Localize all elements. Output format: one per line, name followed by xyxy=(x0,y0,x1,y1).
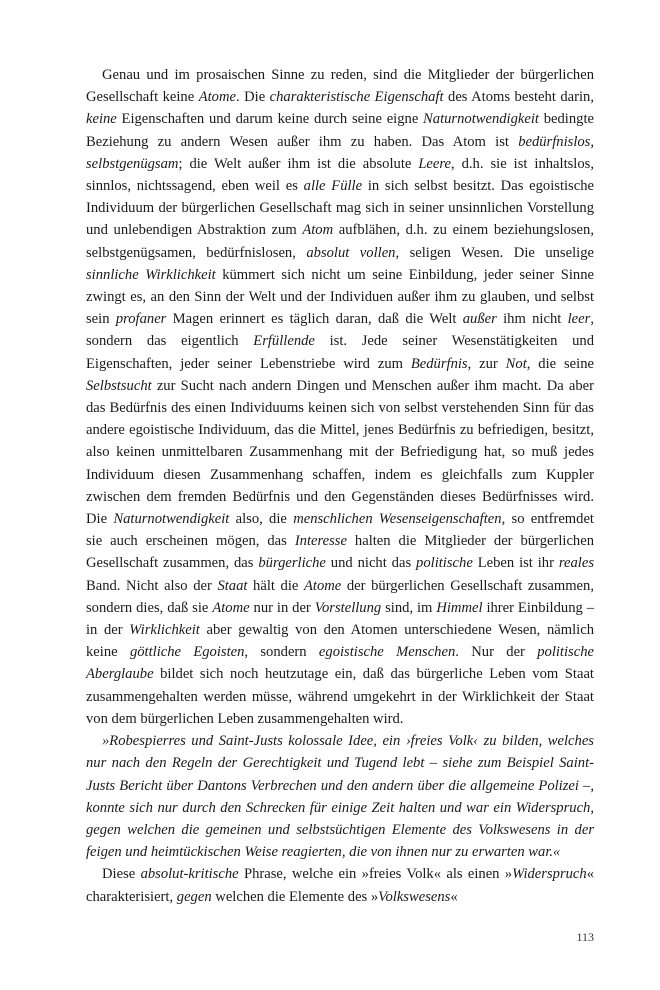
emphasized-text: Widerspruch xyxy=(512,866,587,883)
text-run: in sich selbst besitzt. Das egoistische Individuum der bürgerlichen Gesellschaft mag sich in seiner unsinnlichen Vorstellung und unlebendigen Abstraktion zum xyxy=(86,178,594,239)
text-run: , seligen Wesen. Die unselige xyxy=(395,244,594,261)
emphasized-text: keine xyxy=(86,111,117,128)
emphasized-text: Atome xyxy=(303,577,342,594)
emphasized-text: Volkswesens xyxy=(378,888,451,905)
text-run: . Die xyxy=(235,89,270,106)
body-paragraph-1 xyxy=(86,64,594,730)
text-run: . Nur der xyxy=(455,644,538,661)
body-text xyxy=(86,64,594,908)
text-run: « xyxy=(450,888,458,905)
text-run: des Atoms besteht darin, xyxy=(443,89,594,106)
text-run: Genau und im prosaischen Sinne zu reden, sind die Mitglieder der bürgerlichen Gesellschaft keine xyxy=(86,67,594,106)
text-run: der bürgerlichen Gesellschaft zusammen, sondern dies, daß sie xyxy=(86,577,594,616)
text-run: halten die Mitglieder der bürgerlichen Gesellschaft zusammen, das xyxy=(86,533,594,572)
text-run: , so entfremdet sie auch erscheinen mögen, das xyxy=(86,511,594,550)
emphasized-text: bürgerliche xyxy=(258,555,326,572)
text-run: also, die xyxy=(229,511,294,528)
emphasized-text: Selbstsucht xyxy=(86,377,152,394)
emphasized-text: Interesse xyxy=(294,533,347,550)
text-run: nur in der xyxy=(249,599,315,616)
text-run: welchen die Elemente des » xyxy=(211,888,379,905)
emphasized-text: Vorstellung xyxy=(314,599,382,616)
emphasized-text: Naturnotwendigkeit xyxy=(423,111,539,128)
emphasized-text: bedürfnislos, selbstgenügsam xyxy=(86,133,594,172)
text-run: ihm nicht xyxy=(496,311,568,328)
text-run: , die seine xyxy=(526,355,594,372)
emphasized-text: Leere xyxy=(418,155,451,172)
emphasized-text: Staat xyxy=(217,577,248,594)
emphasized-text: außer xyxy=(462,311,497,328)
text-run: « charakterisiert, xyxy=(86,866,594,905)
text-run: zur Sucht nach andern Dingen und Menschen außer ihm macht. Da aber das Bedürfnis des einen Individuums keinen sich von selbst verstehenden Sinn für das andere egoistische Individuum, das die Mittel, jenes Bedürfnis zu befriedigen, besitzt, also keinen unmittelbaren Zusammenhang mit der Befriedigung hat, so muß jedes Individuum diesen Zusammenhang schaffen, indem es gleichfalls zum Kuppler zwischen dem fremden Bedürfnis und den Gegenständen dieses Bedürfnisses wird. Die xyxy=(86,377,594,528)
text-run: aber gewaltig von den Atomen unterschiedene Wesen, nämlich keine xyxy=(86,622,594,661)
emphasized-text: absolut vollen xyxy=(306,244,396,261)
emphasized-text: Not xyxy=(505,355,527,372)
emphasized-text: Atome xyxy=(212,599,250,616)
emphasized-text: charakteristische Eigenschaft xyxy=(269,89,444,106)
text-run: , sondern xyxy=(244,644,319,661)
text-run: ; die Welt außer ihm ist die absolute xyxy=(178,155,419,172)
text-run: Leben ist ihr xyxy=(472,555,559,572)
text-run: »Robespierres und Saint-Justs kolossale Idee, ein ›freies Volk‹ zu bilden, welches nur nach den Regeln der Gerechtigkeit und Tugend lebt – siehe zum Beispiel Saint-Justs Bericht über Dantons Verbrechen und den andern über die allgemeine Polizei –, konnte sich nur durch den Schrecken für einige Zeit halten und war ein Widerspruch, gegen welchen die gemeinen und selbstsüchtigen Elemente des Volkswesens in der feigen und heimtückischen Weise reagierten, die von ihnen nur zu erwarten war.« xyxy=(86,733,594,861)
text-run: Eigenschaften und darum keine durch seine eigne xyxy=(116,111,424,128)
page-number: 113 xyxy=(576,930,594,944)
emphasized-text: politische Aberglaube xyxy=(86,644,594,683)
body-paragraph-2 xyxy=(86,863,594,907)
text-run: aufblähen, d.h. zu einem beziehungslosen, selbstgenügsamen, bedürfnislosen, xyxy=(86,222,594,261)
quote-paragraph xyxy=(86,730,594,863)
text-run: Phrase, welche ein »freies Volk« als einen » xyxy=(238,866,513,883)
text-run: und nicht das xyxy=(325,555,417,572)
emphasized-text: alle Fülle xyxy=(303,178,363,195)
text-run: ist. Jede seiner Wesenstätigkeiten und Eigenschaften, jeder seiner Lebenstriebe wird zum xyxy=(86,333,594,372)
text-run: Band. Nicht also der xyxy=(86,577,218,594)
emphasized-text: Bedürfnis xyxy=(410,355,468,372)
emphasized-text: Himmel xyxy=(436,599,483,616)
text-run: ihrer Einbildung – in der xyxy=(86,599,594,639)
text-run: , zur xyxy=(467,355,506,372)
emphasized-text: göttliche Egoisten xyxy=(129,644,245,661)
text-run: hält die xyxy=(247,577,304,594)
emphasized-text: Atom xyxy=(302,222,334,239)
emphasized-text: Atome xyxy=(198,89,236,106)
emphasized-text: egoistische Menschen xyxy=(318,644,456,661)
emphasized-text: Erfüllende xyxy=(253,333,315,350)
emphasized-text: Wirklichkeit xyxy=(129,622,200,639)
text-run: Diese xyxy=(102,866,141,883)
emphasized-text: reales xyxy=(558,555,594,572)
text-run: , d.h. sie ist inhaltslos, sinnlos, nichtssagend, eben weil es xyxy=(86,155,594,195)
emphasized-text: politische xyxy=(416,555,473,572)
text-run: sind, im xyxy=(381,599,437,616)
emphasized-text: gegen xyxy=(176,888,212,905)
emphasized-text: sinnliche Wirklichkeit xyxy=(86,266,216,283)
emphasized-text: profaner xyxy=(115,311,167,328)
text-run: , sondern das eigentlich xyxy=(86,311,594,350)
emphasized-text: Naturnotwendigkeit xyxy=(113,511,230,528)
text-run: bildet sich noch heutzutage ein, daß das bürgerliche Leben vom Staat zusammengehalten werden müsse, während umgekehrt in der Wirklichkeit der Staat von dem bürgerlichen Leben zusammengehalten wird. xyxy=(86,666,594,727)
text-run: Magen erinnert es täglich daran, daß die Welt xyxy=(166,311,463,328)
emphasized-text: absolut-kritische xyxy=(140,866,239,883)
text-run: kümmert sich nicht um seine Einbildung, jeder seiner Sinne zwingt es, an den Sinn der Welt und der Individuen außer ihm zu glauben, und selbst sein xyxy=(86,266,594,328)
text-run: bedingte Beziehung zu andern Wesen außer ihm zu haben. Das Atom ist xyxy=(86,111,594,150)
emphasized-text: menschlichen Wesenseigenschaften xyxy=(293,511,502,528)
emphasized-text: leer xyxy=(567,311,591,328)
